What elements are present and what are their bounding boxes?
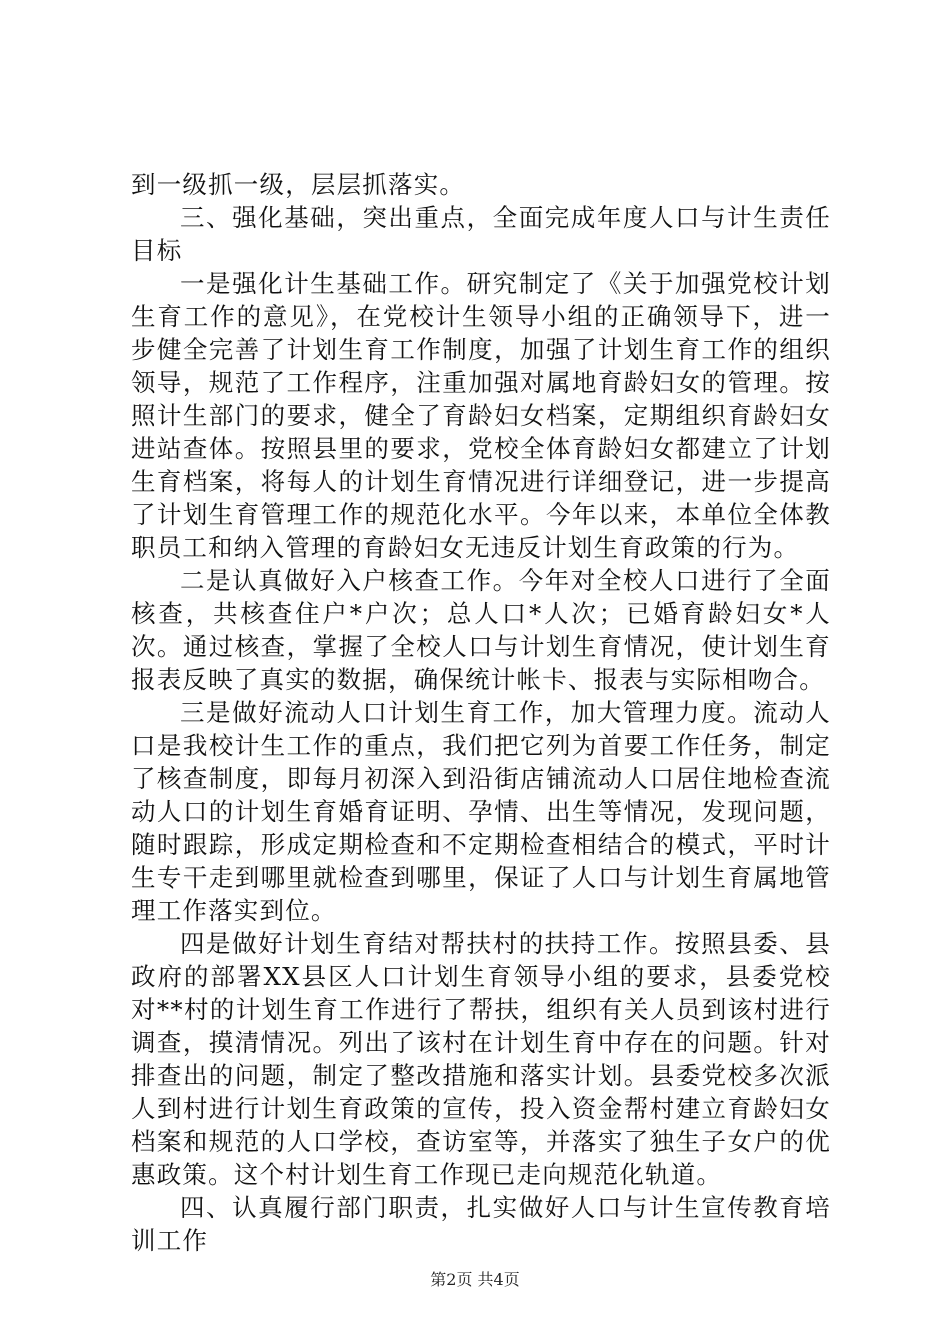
paragraph-item-two: 二是认真做好入户核查工作。今年对全校人口进行了全面核查，共核查住户*户次；总人口*人次；已婚育龄妇女*人次。通过核查，掌握了全校人口与计划生育情况，使计划生育报表反映了真实的数据，确保统计帐卡、报表与实际相吻合。 <box>131 566 831 694</box>
document-body <box>131 168 831 1257</box>
paragraph-continuation: 到一级抓一级，层层抓落实。 <box>131 170 466 199</box>
paragraph-item-four: 四是做好计划生育结对帮扶村的扶持工作。按照县委、县政府的部署XX县区人口计划生育领导小组的要求，县委党校对**村的计划生育工作进行了帮扶，组织有关人员到该村进行调查，摸清情况。列出了该村在计划生育中存在的问题。针对排查出的问题，制定了整改措施和落实计划。县委党校多次派人到村进行计划生育政策的宣传，投入资金帮村建立育龄妇女档案和规范的人口学校，查访室等，并落实了独生子女户的优惠政策。这个村计划生育工作现已走向规范化轨道。 <box>131 929 831 1189</box>
section-heading-four: 四、认真履行部门职责，扎实做好人口与计生宣传教育培训工作 <box>131 1193 831 1255</box>
section-heading-three: 三、强化基础，突出重点，全面完成年度人口与计生责任目标 <box>131 203 831 265</box>
page-number: 第2页 共4页 <box>430 1270 520 1289</box>
paragraph-item-three: 三是做好流动人口计划生育工作，加大管理力度。流动人口是我校计生工作的重点，我们把它列为首要工作任务，制定了核查制度，即每月初深入到沿街店铺流动人口居住地检查流动人口的计划生育婚育证明、孕情、出生等情况，发现问题，随时跟踪，形成定期检查和不定期检查相结合的模式，平时计生专干走到哪里就检查到哪里，保证了人口与计划生育属地管理工作落实到位。 <box>131 698 831 925</box>
paragraph-item-one: 一是强化计生基础工作。研究制定了《关于加强党校计划生育工作的意见》，在党校计生领导小组的正确领导下，进一步健全完善了计划生育工作制度，加强了计划生育工作的组织领导，规范了工作程序，注重加强对属地育龄妇女的管理。按照计生部门的要求，健全了育龄妇女档案，定期组织育龄妇女进站查体。按照县里的要求，党校全体育龄妇女都建立了计划生育档案，将每人的计划生育情况进行详细登记，进一步提高了计划生育管理工作的规范化水平。今年以来，本单位全体教职员工和纳入管理的育龄妇女无违反计划生育政策的行为。 <box>131 269 831 562</box>
page-footer <box>0 1270 950 1290</box>
